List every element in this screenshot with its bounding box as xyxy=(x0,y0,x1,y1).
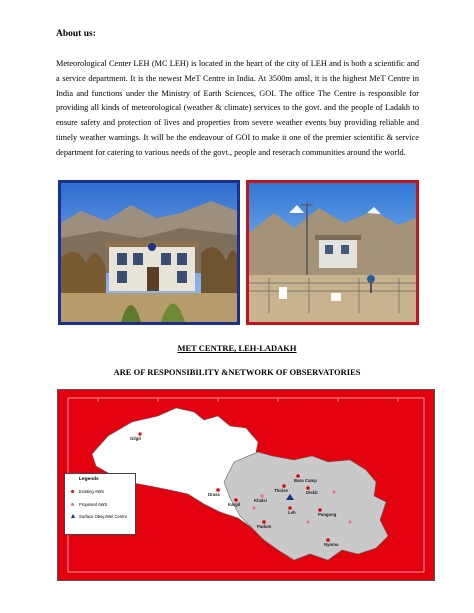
legend-item-surface-obsy xyxy=(71,514,131,519)
place-label-gilgit: Gilgit xyxy=(130,436,141,441)
map-legend xyxy=(64,473,136,535)
place-label-drass: Drass xyxy=(208,492,220,497)
place-label-diskit: Diskit xyxy=(306,490,318,495)
legend-label: Surface Obsy./Met Centre xyxy=(79,514,128,519)
red-dot-icon xyxy=(71,490,74,493)
place-label-padum: Padum xyxy=(257,524,272,529)
legend-label: Existing AWS xyxy=(79,489,104,494)
blue-triangle-icon xyxy=(71,514,75,518)
met-centre-caption: MET CENTRE, LEH-LADAKH xyxy=(177,343,297,353)
place-label-thoise: Thoise xyxy=(274,488,288,493)
met-centre-building-photo xyxy=(58,180,240,325)
legend-item-existing-aws xyxy=(71,489,104,494)
pink-dot-icon xyxy=(71,503,74,506)
place-label-baru-camp: Baru Camp xyxy=(294,478,317,483)
legend-label: Proposed AWS xyxy=(79,502,108,507)
observatory-photo xyxy=(246,180,419,325)
legend-title: Legends xyxy=(79,477,99,482)
about-us-heading: About us: xyxy=(56,29,96,39)
place-label-nyoma: Nyoma xyxy=(324,542,339,547)
place-label-leh: Leh xyxy=(288,510,296,515)
place-label-pangong: Pangong xyxy=(318,512,337,517)
legend-item-proposed-aws xyxy=(71,502,107,507)
about-us-paragraph: Meteorological Center LEH (MC LEH) is located in the heart of the city of LEH and is both a scientific and a service department. It is the newest MeT Centre in India. At 3500m amsl, it is the highest MeT Centre in India and functions under the Ministry of Earth Sciences, GOI. The office The Centre is responsible for providing all kinds of meteorological (weather & climate) services to the govt. and the people of Ladakh to ensure safety and protection of lives and properties from severe weather events buy providing reliable and timely weather warnings. It will be the endeavour of GOI to make it one of the premier scientific & service department for catering to various needs of the govt., people and reserach communities around the world. xyxy=(56,59,419,157)
place-label-khalsi: Khalsi xyxy=(254,498,267,503)
place-label-kargil: Kargil xyxy=(228,502,241,507)
area-of-responsibility-caption: ARE OF RESPONSIBILITY &NETWORK OF OBSERVATORIES xyxy=(113,367,361,377)
